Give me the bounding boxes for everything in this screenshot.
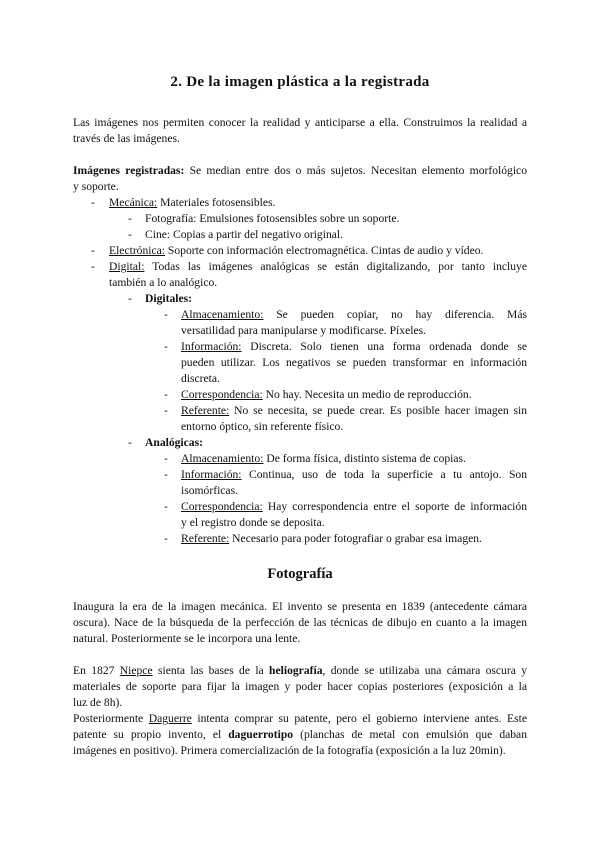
bullet-dash: -	[164, 532, 168, 545]
fotografia-heading: Fotografía	[267, 566, 333, 582]
bullet-dash: -	[164, 468, 168, 481]
analogicas-informacion-line-2: isomórficas.	[181, 484, 238, 497]
registradas-line-2: y soporte.	[73, 180, 119, 193]
cine-subitem: Cine: Copias a partir del negativo original.	[145, 228, 344, 241]
bullet-dash: -	[164, 388, 168, 401]
analogicas-correspondencia	[181, 499, 527, 515]
fotografia-subitem: Fotografía: Emulsiones fotosensibles sobre un soporte.	[145, 212, 400, 225]
digitales-informacion	[181, 339, 527, 355]
digital-label: Digital:	[109, 260, 145, 273]
digital-text: Todas las imágenes analógicas se están digitalizando, por tanto incluye	[144, 260, 527, 273]
fotografia-p2-line-6: imágenes en positivo). Primera comercialización de la fotografía (exposición a la luz 20min).	[73, 744, 506, 757]
bullet-dash: -	[91, 244, 95, 257]
analogicas-heading: Analógicas:	[145, 436, 203, 449]
analogicas-referente	[181, 531, 482, 547]
correspondencia-label: Correspondencia:	[181, 500, 263, 513]
correspondencia-label: Correspondencia:	[181, 388, 263, 401]
informacion-label: Información:	[181, 340, 242, 353]
registradas-line-1	[73, 163, 527, 179]
bullet-dash: -	[164, 340, 168, 353]
referente-text: Necesario para poder fotografiar o grabar esa imagen.	[229, 532, 482, 545]
bullet-dash: -	[91, 260, 95, 273]
electronica-text: Soporte con información electromagnética. Cintas de audio y vídeo.	[165, 244, 484, 257]
intro-line-1: Las imágenes nos permiten conocer la realidad y anticiparse a ella. Construimos la realidad a	[73, 116, 527, 129]
heliografia-term: heliografía	[269, 664, 323, 677]
correspondencia-text: Hay correspondencia entre el soporte de información	[262, 500, 527, 513]
electronica-item	[109, 243, 483, 259]
text-span: (planchas de metal con emulsión que daban	[293, 728, 528, 741]
section-title: 2. De la imagen plástica a la registrada	[170, 74, 430, 90]
digitales-correspondencia	[181, 387, 472, 403]
almacenamiento-text: De forma física, distinto sistema de copias.	[263, 452, 466, 465]
bullet-dash: -	[164, 308, 168, 321]
informacion-text: Discreta. Solo tienen una forma ordenada donde se	[241, 340, 527, 353]
registradas-text: Se median entre dos o más sujetos. Necesitan elemento morfológico	[184, 164, 527, 177]
digitales-informacion-line-2: pueden utilizar. Los negativos se pueden transformar en información	[181, 356, 527, 369]
fotografia-p2-line-1	[73, 663, 527, 679]
electronica-label: Electrónica:	[109, 244, 166, 257]
analogicas-almacenamiento	[181, 451, 466, 467]
informacion-text: Continua, uso de toda la superficie a tu antojo. Son	[241, 468, 527, 481]
analogicas-informacion	[181, 467, 527, 483]
digitales-referente-line-2: entorno óptico, sin referente físico.	[181, 420, 344, 433]
fotografia-p2-line-2: materiales de soporte para fijar la imagen y poder hacer copias posteriores (exposición a la	[73, 680, 527, 693]
niepce-name: Niepce	[119, 664, 153, 677]
text-span: Posteriormente	[73, 712, 149, 725]
fotografia-p1-line-3: natural. Posteriormente se le incorpora una lente.	[73, 632, 301, 645]
almacenamiento-text: Se pueden copiar, no hay diferencia. Más	[263, 308, 527, 321]
fotografia-p1-line-2: oscura). Nace de la búsqueda de la perfección de las técnicas de dibujo en cuanto a la imagen	[73, 616, 527, 629]
text-span: , donde se utilizaba una cámara oscura y	[322, 664, 527, 677]
text-span: sienta las bases de la	[152, 664, 270, 677]
analogicas-correspondencia-line-2: y el registro donde se deposita.	[181, 516, 325, 529]
daguerre-name: Daguerre	[148, 712, 192, 725]
fotografia-p1-line-1: Inaugura la era de la imagen mecánica. El invento se presenta en 1839 (antecedente cámara	[73, 600, 527, 613]
text-span: En 1827	[73, 664, 120, 677]
digitales-almacenamiento-line-2: versatilidad para manipularse y modificarse. Píxeles.	[181, 324, 426, 337]
bullet-dash: -	[128, 436, 132, 449]
bullet-dash: -	[128, 292, 132, 305]
referente-text: No se necesita, se puede crear. Es posible hacer imagen sin	[229, 404, 527, 417]
intro-line-2: través de las imágenes.	[73, 132, 180, 145]
digital-item	[109, 259, 527, 275]
digitales-informacion-line-3: discreta.	[181, 372, 220, 385]
digitales-referente	[181, 403, 527, 419]
text-span: patente su propio invento, el	[73, 728, 229, 741]
bullet-dash: -	[164, 404, 168, 417]
digital-line-2: también a lo analógico.	[109, 276, 218, 289]
fotografia-p2-line-4	[73, 711, 527, 727]
bullet-dash: -	[164, 500, 168, 513]
mecanica-text: Materiales fotosensibles.	[157, 196, 276, 209]
fotografia-p2-line-5	[73, 727, 527, 743]
informacion-label: Información:	[181, 468, 242, 481]
bullet-dash: -	[128, 212, 132, 225]
referente-label: Referente:	[181, 532, 230, 545]
mecanica-item	[109, 195, 275, 211]
correspondencia-text: No hay. Necesita un medio de reproducción.	[262, 388, 472, 401]
registradas-label: Imágenes registradas:	[73, 164, 185, 177]
daguerrotipo-term: daguerrotipo	[228, 728, 294, 741]
referente-label: Referente:	[181, 404, 230, 417]
bullet-dash: -	[164, 452, 168, 465]
text-span: intenta comprar su patente, pero el gobierno interviene antes. Este	[191, 712, 527, 725]
fotografia-p2-line-3: luz de 8h).	[73, 696, 123, 709]
digitales-almacenamiento	[181, 307, 527, 323]
mecanica-label: Mecánica:	[109, 196, 158, 209]
almacenamiento-label: Almacenamiento:	[181, 452, 264, 465]
bullet-dash: -	[128, 228, 132, 241]
digitales-heading: Digitales:	[145, 292, 193, 305]
almacenamiento-label: Almacenamiento:	[181, 308, 264, 321]
bullet-dash: -	[91, 196, 95, 209]
